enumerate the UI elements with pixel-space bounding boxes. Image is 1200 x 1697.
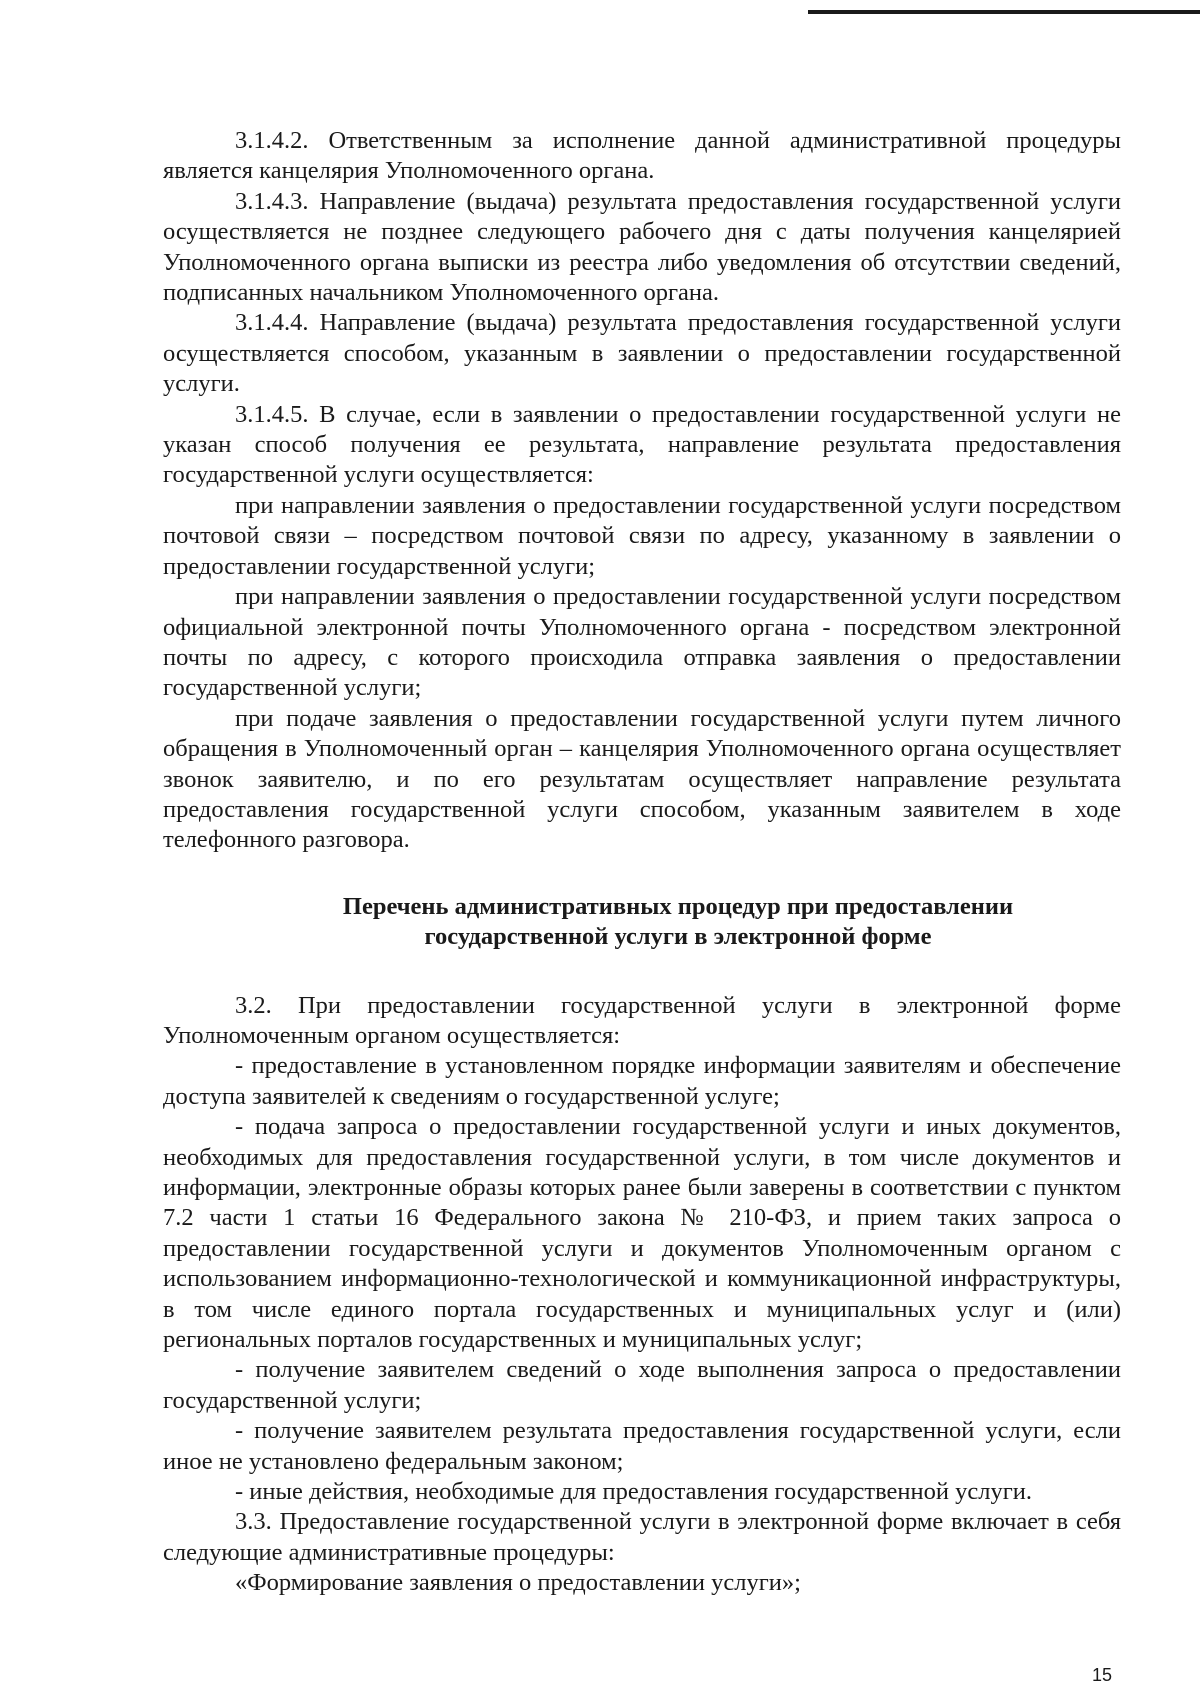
list-item-submission: - подача запроса о предоставлении государственной услуги и иных документов, необходимых для предоставления государственной услуги, в том числе документов и информации, электронные образы которых ранее были заверены в соответствии с пунктом 7.2 части 1 статьи 16 Федерального закона № 210-ФЗ, и прием таких запроса о предоставлении государственной услуги и документов Уполномоченным органом с использованием информационно-технологической и коммуникационной инфраструктуры, в том числе единого портала государственных и муниципальных услуг и (или) региональных порталов государственных и муниципальных услуг;: [163, 1113, 1121, 1354]
list-item-result: - получение заявителем результата предоставления государственной услуги, если иное не установлено федеральным законом;: [163, 1417, 1121, 1475]
paragraph-3-1-4-3: 3.1.4.3. Направление (выдача) результата предоставления государственной услуги осуществляется не позднее следующего рабочего дня с даты получения канцелярией Уполномоченного органа выписки из реестра либо уведомления об отсутствии сведений, подписанных начальником Уполномоченного органа.: [163, 187, 1121, 307]
document-body: [163, 126, 1121, 1599]
paragraph-email-delivery: при направлении заявления о предоставлении государственной услуги посредством официальной электронной почты Уполномоченного органа - посредством электронной почты по адресу, с которого происходила отправка заявления о предоставлении государственной услуги;: [163, 583, 1121, 702]
section-heading: [163, 892, 1121, 953]
list-item-information: - предоставление в установленном порядке информации заявителям и обеспечение доступа заявителей к сведениям о государственной услуге;: [163, 1052, 1121, 1110]
top-rule: [808, 10, 1200, 14]
paragraph-3-2: 3.2. При предоставлении государственной услуги в электронной форме Уполномоченным органом осуществляется:: [163, 991, 1121, 1049]
procedure-item-application: «Формирование заявления о предоставлении услуги»;: [235, 1569, 801, 1597]
section-heading-line-2: государственной услуги в электронной форме: [424, 923, 932, 951]
paragraph-3-1-4-2: 3.1.4.2. Ответственным за исполнение данной административной процедуры является канцелярия Уполномоченного органа.: [163, 127, 1121, 185]
list-item-status-info: - получение заявителем сведений о ходе выполнения запроса о предоставлении государственной услуги;: [163, 1356, 1121, 1414]
paragraph-postal-delivery: при направлении заявления о предоставлении государственной услуги посредством почтовой связи – посредством почтовой связи по адресу, указанному в заявлении о предоставлении государственной услуги;: [163, 491, 1121, 580]
section-heading-line-1: Перечень административных процедур при предоставлении: [342, 892, 1014, 920]
paragraph-personal-visit: при подаче заявления о предоставлении государственной услуги путем личного обращения в Уполномоченный орган – канцелярия Уполномоченного органа осуществляет звонок заявителю, и по его результатам осуществляет направление результата предоставления государственной услуги способом, указанным заявителем в ходе телефонного разговора.: [163, 704, 1121, 854]
paragraph-3-3: 3.3. Предоставление государственной услуги в электронной форме включает в себя следующие административные процедуры:: [163, 1508, 1121, 1566]
page-number: 15: [1091, 1665, 1112, 1685]
paragraph-3-1-4-5: 3.1.4.5. В случае, если в заявлении о предоставлении государственной услуги не указан способ получения ее результата, направление результата предоставления государственной услуги осуществляется:: [163, 400, 1121, 489]
list-item-other-actions: - иные действия, необходимые для предоставления государственной услуги.: [235, 1478, 1033, 1506]
paragraph-3-1-4-4: 3.1.4.4. Направление (выдача) результата предоставления государственной услуги осуществляется способом, указанным в заявлении о предоставлении государственной услуги.: [163, 309, 1121, 398]
